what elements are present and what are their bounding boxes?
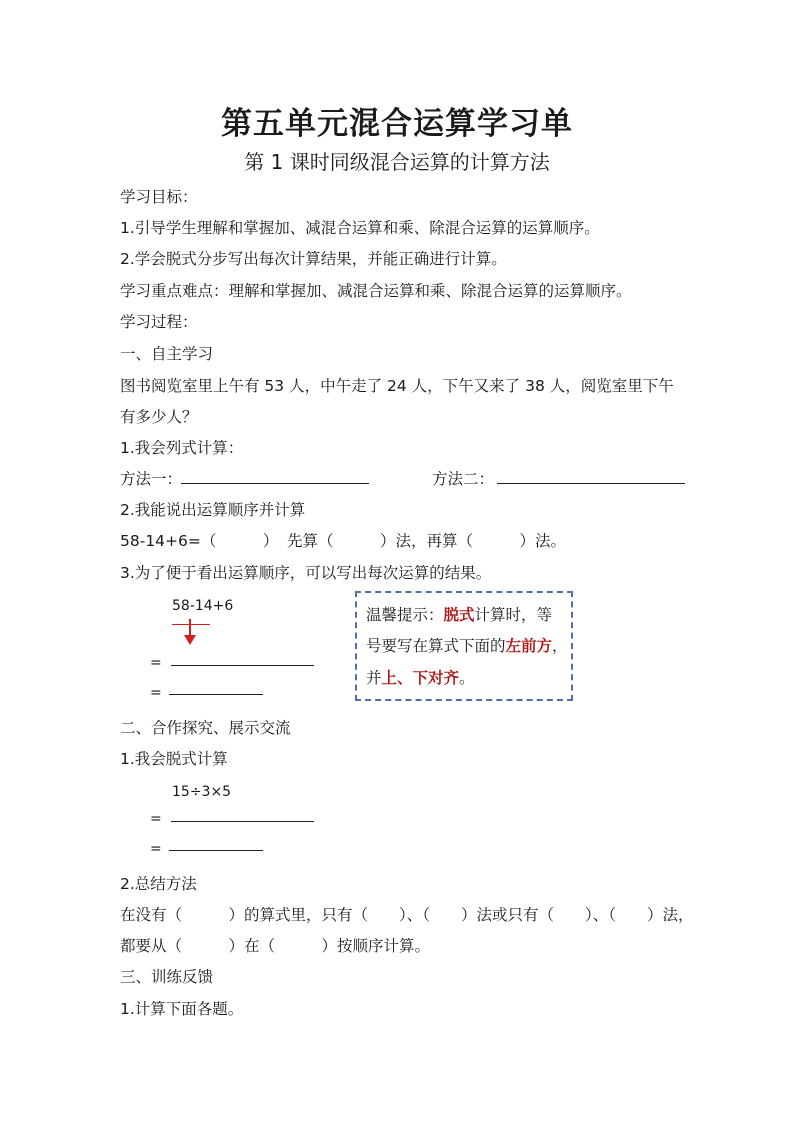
summary-line-1: 在没有（ ）的算式里，只有（ ）、（ ）法或只有（ ）、（ ）法， xyxy=(120,906,694,924)
process-heading: 学习过程： xyxy=(120,313,198,331)
goal-1: 1.引导学生理解和掌握加、减混合运算和乘、除混合运算的运算顺序。 xyxy=(120,219,600,237)
tip-text-1: 计算时，等 xyxy=(474,606,553,624)
section2-heading: 二、合作探究、展示交流 xyxy=(120,719,291,737)
tip-text-2a: 号要写在算式下面的 xyxy=(366,637,506,655)
section2-q2: 2.总结方法 xyxy=(120,875,197,893)
section2-q1: 1.我会脱式计算 xyxy=(120,750,228,768)
method1-answer-line[interactable] xyxy=(181,483,369,484)
method2-label: 方法二： xyxy=(432,470,495,488)
tip-text-3c: 。 xyxy=(459,669,475,687)
section1-q3: 3.为了便于看出运算顺序，可以写出每次运算的结果。 xyxy=(120,564,492,582)
method2-answer-line[interactable] xyxy=(497,483,685,484)
section1-heading: 一、自主学习 xyxy=(120,345,214,363)
section2-answer-line-2[interactable] xyxy=(169,850,263,851)
page-title: 第五单元混合运算学习单 xyxy=(221,106,573,142)
q3-equals-2: = xyxy=(150,685,162,701)
method1-label: 方法一： xyxy=(120,470,183,488)
tip-text-2c: ， xyxy=(552,637,568,655)
tip-line-1 xyxy=(366,603,552,625)
section1-q1: 1.我会列式计算： xyxy=(120,439,244,457)
tip-label: 温馨提示： xyxy=(366,606,444,624)
summary-line-2: 都要从（ ）在（ ）按顺序计算。 xyxy=(120,937,431,955)
tip-text-3a: 并 xyxy=(366,669,382,687)
q3-equals-1: = xyxy=(150,655,162,671)
problem-line-2: 有多少人？ xyxy=(120,408,198,426)
goals-heading: 学习目标： xyxy=(120,188,198,206)
q2-order: 先算（ ）法，再算（ ）法。 xyxy=(287,532,567,550)
section3-heading: 三、训练反馈 xyxy=(120,968,214,986)
tip-emphasis-2: 左前方 xyxy=(505,637,553,655)
q3-answer-line-1[interactable] xyxy=(171,665,314,666)
q3-expression: 58-14+6 xyxy=(172,598,234,614)
section1-q2: 2.我能说出运算顺序并计算 xyxy=(120,501,306,519)
section2-answer-line-1[interactable] xyxy=(171,821,314,822)
arrow-head-icon xyxy=(184,635,196,645)
section2-expression: 15÷3×5 xyxy=(172,784,232,800)
section2-equals-1: = xyxy=(150,811,162,827)
section3-q1: 1.计算下面各题。 xyxy=(120,1000,244,1018)
problem-line-1: 图书阅览室里上午有 53 人，中午走了 24 人，下午又来了 38 人，阅览室里下午 xyxy=(120,377,674,395)
tip-line-2 xyxy=(366,634,568,656)
tip-emphasis-1: 脱式 xyxy=(443,606,475,624)
page-subtitle: 第 1 课时同级混合运算的计算方法 xyxy=(244,150,550,174)
section2-equals-2: = xyxy=(150,841,162,857)
q2-expression: 58-14+6=（ ） xyxy=(120,532,279,550)
tip-emphasis-3: 上、下对齐 xyxy=(381,669,460,687)
tip-line-3 xyxy=(366,666,475,688)
goal-2: 2.学会脱式分步写出每次计算结果，并能正确进行计算。 xyxy=(120,250,507,268)
q3-answer-line-2[interactable] xyxy=(169,694,263,695)
key-points: 学习重点难点：理解和掌握加、减混合运算和乘、除混合运算的运算顺序。 xyxy=(120,282,632,300)
first-step-underline xyxy=(172,624,210,625)
